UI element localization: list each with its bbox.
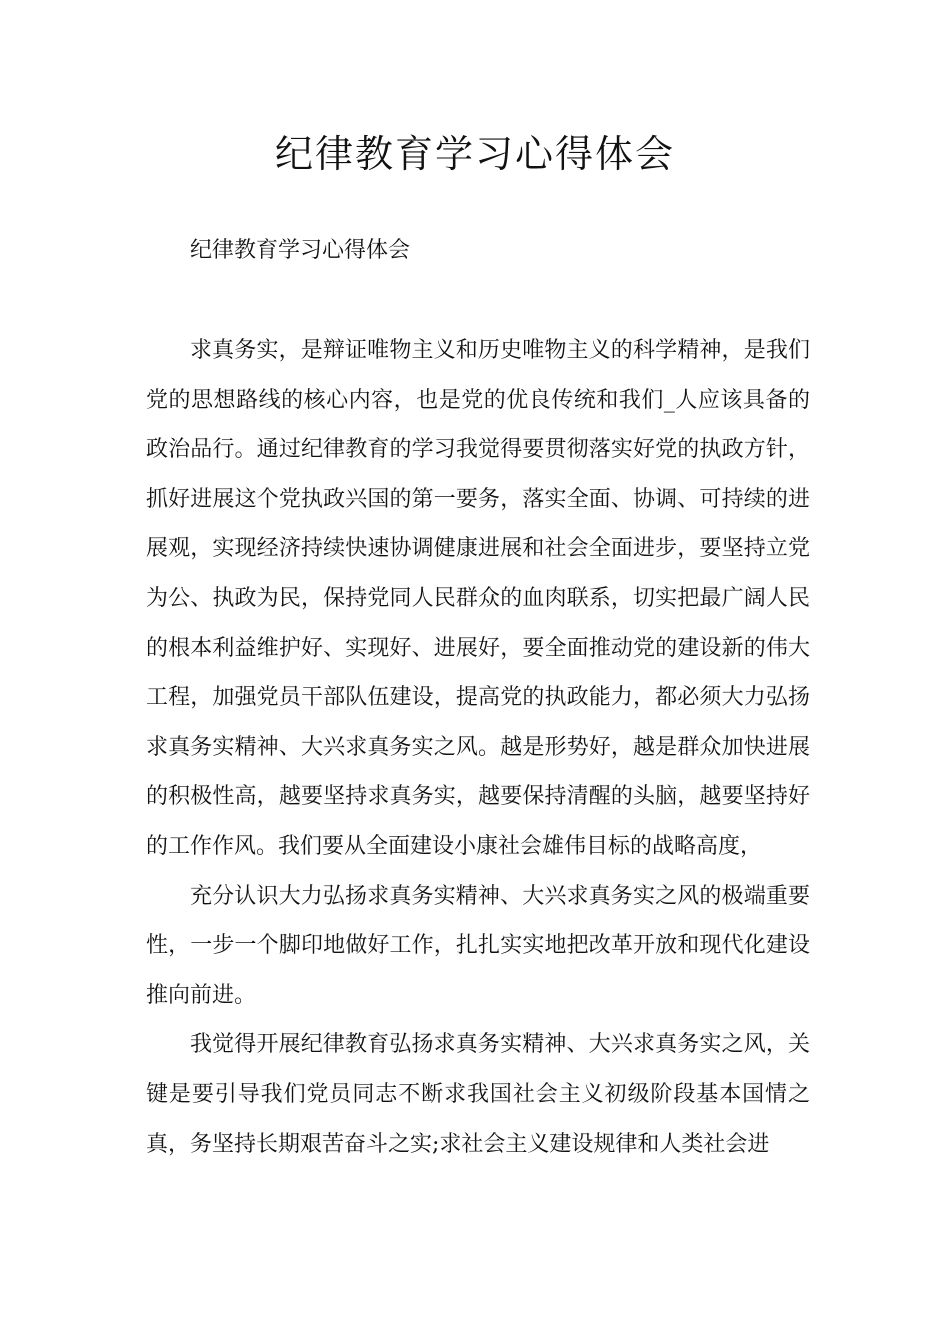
document-body: [146, 326, 810, 1169]
document-title: 纪律教育学习心得体会: [274, 132, 675, 176]
paragraph: 充分认识大力弘扬求真务实精神、大兴求真务实之风的极端重要性，一步一个脚印地做好工作，扎扎实实地把改革开放和现代化建设推向前进。: [146, 883, 810, 1008]
paragraph: 求真务实，是辩证唯物主义和历史唯物主义的科学精神，是我们党的思想路线的核心内容，也是党的优良传统和我们_人应该具备的政治品行。通过纪律教育的学习我觉得要贯彻落实好党的执政方针，抓好进展这个党执政兴国的第一要务，落实全面、协调、可持续的进展观，实现经济持续快速协调健康进展和社会全面进步，要坚持立党为公、执政为民，保持党同人民群众的血肉联系，切实把最广阔人民的根本利益维护好、实现好、进展好，要全面推动党的建设新的伟大工程，加强党员干部队伍建设，提高党的执政能力，都必须大力弘扬求真务实精神、大兴求真务实之风。越是形势好，越是群众加快进展的积极性高，越要坚持求真务实，越要保持清醒的头脑，越要坚持好的工作作风。我们要从全面建设小康社会雄伟目标的战略高度，: [146, 338, 810, 859]
document-subtitle: 纪律教育学习心得体会: [190, 238, 411, 263]
paragraph: 我觉得开展纪律教育弘扬求真务实精神、大兴求真务实之风，关键是要引导我们党员同志不断求我国社会主义初级阶段基本国情之真，务坚持长期艰苦奋斗之实;求社会主义建设规律和人类社会进: [146, 1032, 810, 1157]
